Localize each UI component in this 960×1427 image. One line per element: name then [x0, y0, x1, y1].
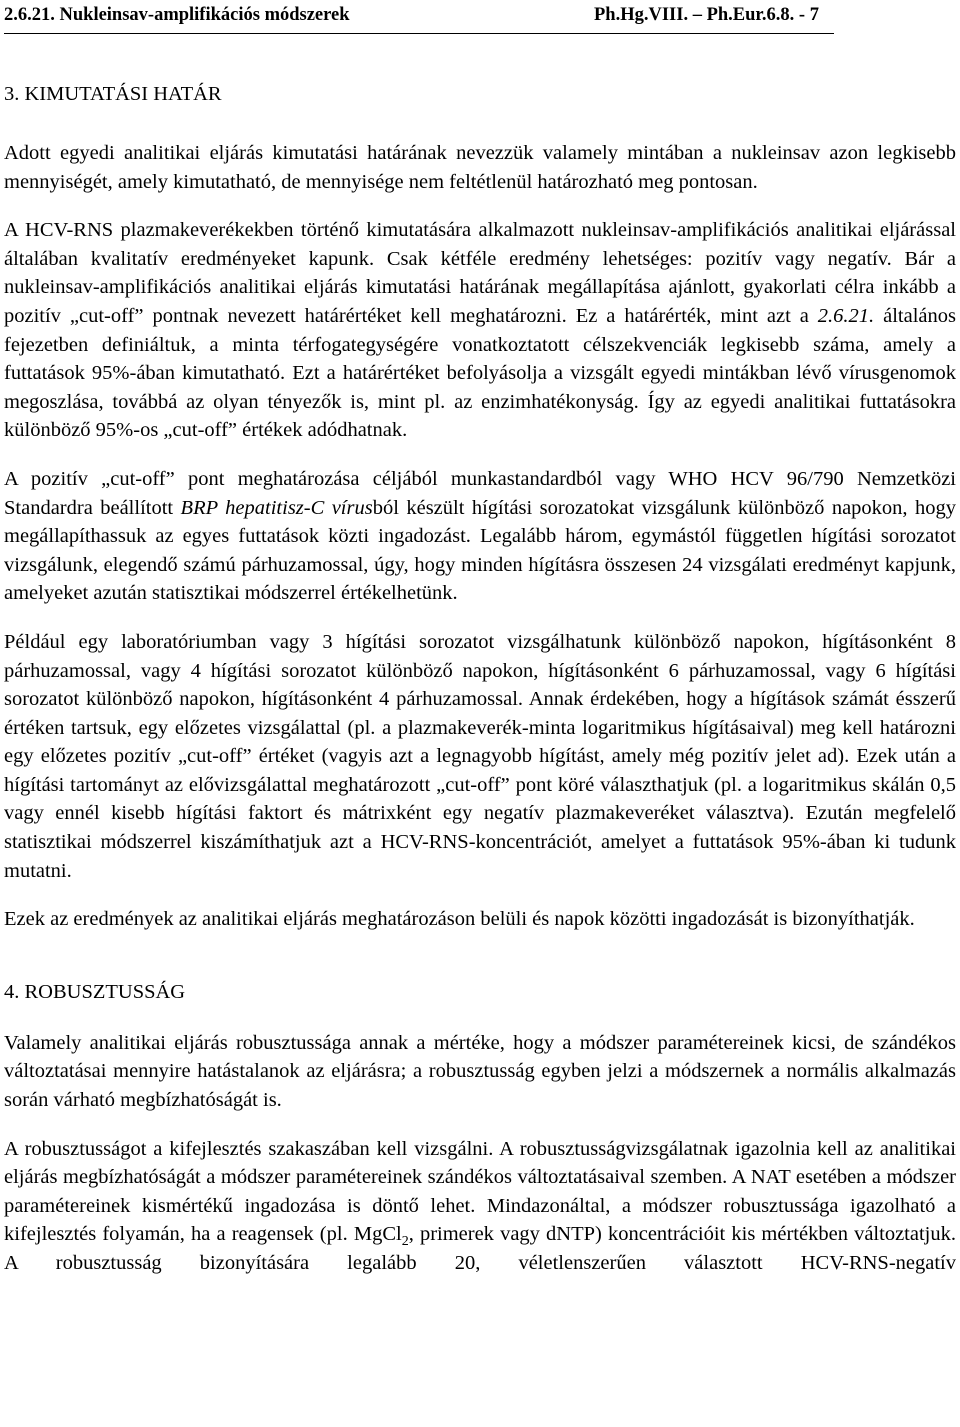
- paragraph-text: általános fejezetben definiáltuk, a minta térfogategységére vonatkoztatott célszekvenciák legkisebb száma, amely a futtatások 95%-ában kimutatható. Ezt a határértéket befolyásolja a vizsgált egyedi mintákban lévő vírusgenomok megoszlása, továbbá az olyan tényezők is, mint pl. az enzimhatékonyság. Így az egyedi analitikai futtatásokra különböző 95%-os „cut-off” értékek adódhatnak.: [4, 304, 956, 442]
- section-3-paragraph-1: Adott egyedi analitikai eljárás kimutatási határának nevezzük valamely mintában a nukleinsav azon legkisebb mennyiségét, amely kimutatható, de mennyisége nem feltétlenül határozható meg pontosan.: [4, 142, 956, 193]
- page-header: [4, 0, 956, 36]
- document-page: [4, 0, 956, 1278]
- section-3-heading: 3. KIMUTATÁSI HATÁR: [4, 83, 222, 105]
- header-pharmacopoeia-ref: Ph.Hg.VIII. – Ph.Eur.6.8. - 7: [594, 5, 819, 25]
- section-3-paragraph-3: [4, 465, 956, 608]
- section-3-paragraph-4: Például egy laboratóriumban vagy 3 hígítási sorozatot vizsgálhatunk különböző napokon, hígításonként 8 párhuzamossal, vagy 4 hígítási sorozatot különböző napokon, hígításonként 6 párhuzamossal, vagy 6 hígítási sorozatot különböző napokon, hígításonként 4 párhuzamossal. Annak érdekében, hogy a hígítások számát ésszerű értéken tartsuk, egy előzetes vizsgálattal (pl. a plazmakeverék-minta logaritmikus hígításaival) meg kell határozni egy előzetes pozitív „cut-off” értéket (vagyis azt a legnagyobb hígítást, amely még pozitív jelet ad). Ezek után a hígítási tartományt az elővizsgálattal meghatározott „cut-off” pont köré választhatjuk (pl. a logaritmikus skálán 0,5 vagy ennél kisebb hígítási faktort és mátrixként egy negatív plazmakeveréket választva). Ezután megfelelő statisztikai módszerrel kiszámíthatjuk azt a HCV-RNS-koncentrációt, amelyet a futtatások 95%-ában ki tudunk mutatni.: [4, 630, 956, 882]
- header-rule: [4, 33, 834, 34]
- paragraph-text: , primerek vagy dNTP) koncentrációit kis mértékben változtatjuk. A robusztusság bizonyítására legalább 20, véletlenszerűen választott HCV-RNS-negatív: [4, 1223, 956, 1274]
- subscript: 2: [401, 1234, 409, 1250]
- header-chapter-title: 2.6.21. Nukleinsav-amplifikációs módszerek: [4, 5, 350, 25]
- paragraph-text: ból készült hígítási sorozatokat vizsgálunk különböző napokon, hogy megállapíthassuk az egyes futtatások közti ingadozást. Legalább három, egymástól független hígítási sorozatot vizsgálunk, elegendő számú párhuzamossal, úgy, hogy minden hígításra összesen 24 vizsgálati eredményt kapjunk, amelyeket azután statisztikai módszerrel értékelhetünk.: [4, 496, 956, 605]
- section-4-heading: 4. ROBUSZTUSSÁG: [4, 980, 186, 1003]
- paragraph-text: A robusztusságot a kifejlesztés szakaszában kell vizsgálni. A robusztusságvizsgálatnak igazolnia kell az analitikai eljárás megbízhatóságát a módszer paramétereinek szándékos változtatásaival szemben. A NAT esetében a módszer paramétereinek kismértékű ingadozása is döntő lehet. Mindazonáltal, a módszer robusztussága igazolható a kifejlesztés folyamán, ha a reagensek (pl. MgCl: [4, 1137, 956, 1246]
- section-3-paragraph-2: [4, 216, 956, 445]
- paragraph-text: A pozitív „cut-off” pont meghatározása céljából munkastandardból vagy WHO HCV 96/790 Nemzetközi Standardra beállított: [4, 467, 956, 519]
- chapter-reference: 2.6.21.: [817, 304, 875, 327]
- section-4-paragraph-2: [4, 1135, 956, 1278]
- paragraph-text: A HCV-RNS plazmakeverékekben történő kimutatására alkalmazott nukleinsav-amplifikációs analitikai eljárással általában kvalitatív eredményeket kapunk. Csak kétféle eredmény lehetséges: pozitív vagy negatív. Bár a nukleinsav-amplifikációs analitikai eljárás kimutatási határának megállapítása ajánlott, gyakorlati célra inkább a pozitív „cut-off” pontnak nevezett határértéket kell meghatározni. Ez a határérték, mint azt a: [4, 219, 956, 327]
- section-3-paragraph-5: Ezek az eredmények az analitikai eljárás meghatározáson belüli és napok közötti ingadozását is bizonyíthatják.: [4, 908, 915, 931]
- section-4-paragraph-1: Valamely analitikai eljárás robusztussága annak a mértéke, hogy a módszer paramétereinek kicsi, de szándékos változtatásai mennyire hatástalanok az eljárásra; a robusztusság egyben jelzi a módszernek a normális alkalmazás során várható megbízhatóságát is.: [4, 1031, 956, 1112]
- reference-standard-name: BRP hepatitisz-C vírus: [180, 496, 373, 519]
